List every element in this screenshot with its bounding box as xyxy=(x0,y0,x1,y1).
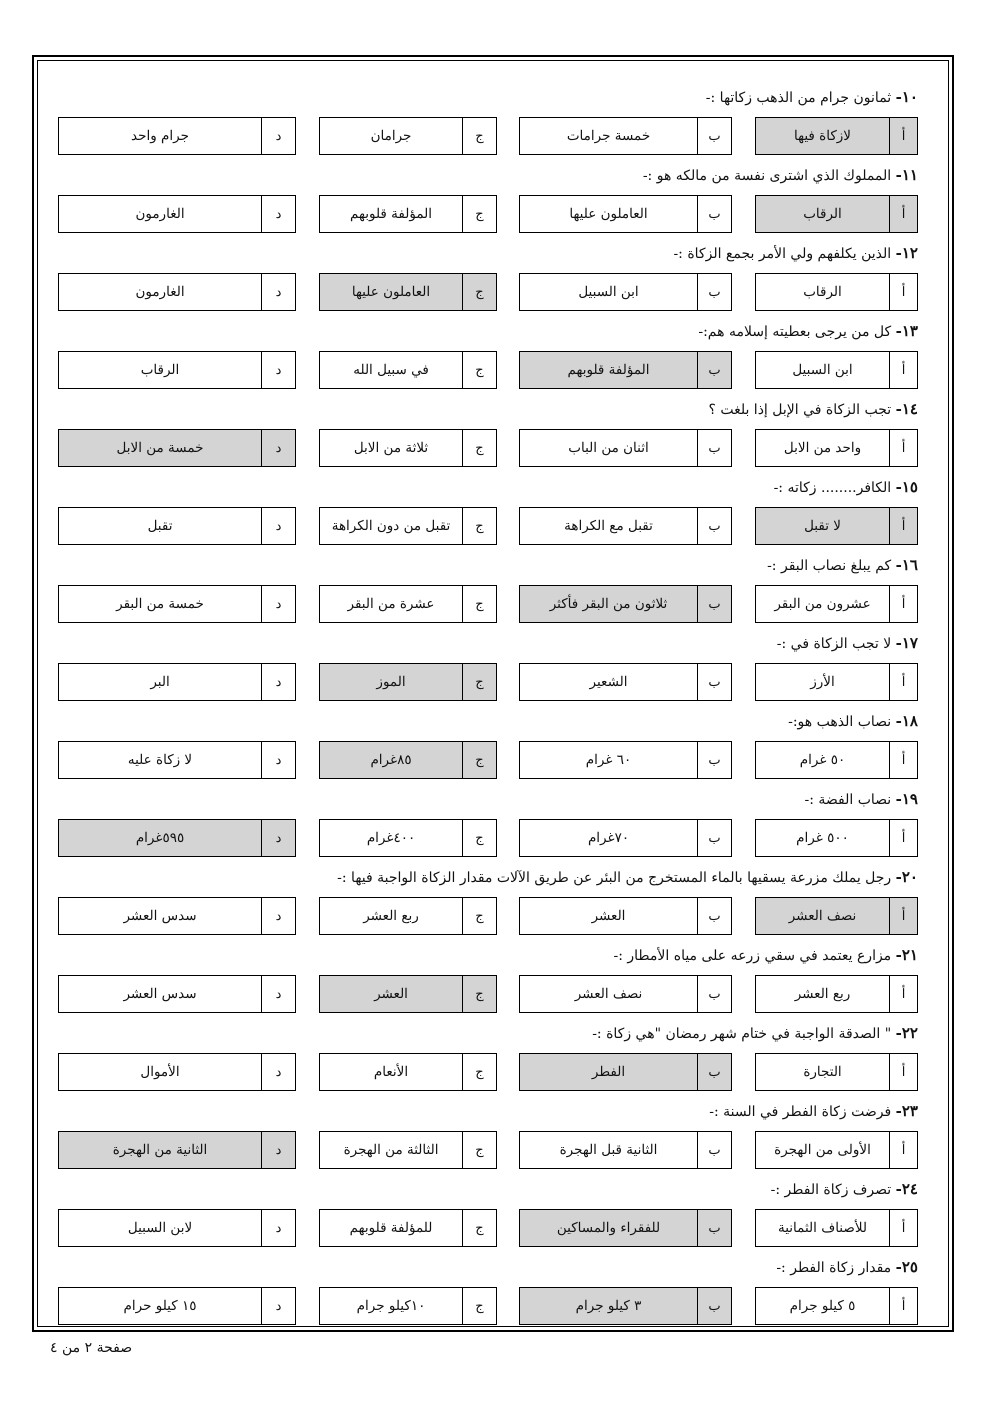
answer-option[interactable] xyxy=(519,1209,732,1247)
option-letter: ج xyxy=(463,507,497,545)
option-letter: ج xyxy=(463,819,497,857)
option-letter: ب xyxy=(698,1287,732,1325)
question-text: تجب الزكاة في الإبل إذا بلغت ؟ xyxy=(708,402,892,418)
answer-options xyxy=(58,1209,918,1247)
option-letter: ب xyxy=(698,663,732,701)
answer-option[interactable] xyxy=(58,585,296,623)
option-letter: د xyxy=(262,975,296,1013)
answer-option[interactable] xyxy=(58,507,296,545)
answer-options xyxy=(58,819,918,857)
answer-option[interactable] xyxy=(319,1209,497,1247)
option-letter: د xyxy=(262,1131,296,1169)
option-text: ٥ كيلو جرام xyxy=(755,1287,890,1325)
answer-option[interactable] xyxy=(319,1131,497,1169)
option-text: التجارة xyxy=(755,1053,890,1091)
question-number: ١٢- xyxy=(895,244,918,262)
question-line xyxy=(643,163,918,187)
option-letter: ب xyxy=(698,585,732,623)
answer-option[interactable] xyxy=(519,195,732,233)
option-letter: ج xyxy=(463,351,497,389)
option-letter: أ xyxy=(890,195,918,233)
answer-option[interactable] xyxy=(519,1053,732,1091)
answer-option[interactable] xyxy=(519,429,732,467)
option-text: لازكاة فيها xyxy=(755,117,890,155)
option-letter: ب xyxy=(698,195,732,233)
option-text: ٣ كيلو جرام xyxy=(519,1287,698,1325)
question-block xyxy=(58,865,918,943)
question-number: ٢٣- xyxy=(895,1102,918,1120)
option-text: خمسة من البقر xyxy=(58,585,262,623)
option-letter: أ xyxy=(890,1131,918,1169)
question-text: لا تجب الزكاة في :- xyxy=(776,636,892,652)
question-number: ١٠- xyxy=(895,88,918,106)
option-letter: أ xyxy=(890,273,918,311)
question-line xyxy=(767,553,918,577)
option-text: نصف العشر xyxy=(519,975,698,1013)
option-text: عشرون من البقر xyxy=(755,585,890,623)
option-text: للمؤلفة قلوبهم xyxy=(319,1209,463,1247)
option-letter: أ xyxy=(890,897,918,935)
option-letter: أ xyxy=(890,351,918,389)
question-block xyxy=(58,1255,918,1333)
option-letter: د xyxy=(262,1287,296,1325)
question-number: ٢١- xyxy=(895,946,918,964)
answer-option[interactable] xyxy=(755,1131,918,1169)
answer-option[interactable] xyxy=(519,819,732,857)
answer-option[interactable] xyxy=(755,429,918,467)
option-text: الموز xyxy=(319,663,463,701)
option-text: ٥٩٥غرام xyxy=(58,819,262,857)
answer-option[interactable] xyxy=(58,663,296,701)
question-block xyxy=(58,631,918,709)
option-letter: د xyxy=(262,429,296,467)
option-letter: ج xyxy=(463,1053,497,1091)
question-line xyxy=(771,1177,918,1201)
answer-option[interactable] xyxy=(755,585,918,623)
question-block xyxy=(58,1099,918,1177)
option-letter: د xyxy=(262,1209,296,1247)
option-text: ٥٠٠ غرام xyxy=(755,819,890,857)
option-letter: د xyxy=(262,819,296,857)
option-text: واحد من الابل xyxy=(755,429,890,467)
option-letter: د xyxy=(262,741,296,779)
question-number: ٢٢- xyxy=(895,1024,918,1042)
answer-option[interactable] xyxy=(519,741,732,779)
option-letter: ج xyxy=(463,195,497,233)
answer-option[interactable] xyxy=(519,117,732,155)
question-text: " الصدقة الواجبة في ختام شهر رمضان "هي زكاة :- xyxy=(592,1026,892,1042)
option-letter: ج xyxy=(463,585,497,623)
answer-option[interactable] xyxy=(755,975,918,1013)
option-text: الشعير xyxy=(519,663,698,701)
question-block xyxy=(58,1021,918,1099)
question-number: ١٧- xyxy=(895,634,918,652)
option-text: العشر xyxy=(519,897,698,935)
option-text: الرقاب xyxy=(755,273,890,311)
answer-option[interactable] xyxy=(319,1053,497,1091)
question-text: الكافر........ زكاته :- xyxy=(773,480,892,496)
question-number: ١٨- xyxy=(895,712,918,730)
question-block xyxy=(58,85,918,163)
option-text: لا تقبل xyxy=(755,507,890,545)
answer-options xyxy=(58,351,918,389)
question-text: كم يبلغ نصاب البقر :- xyxy=(767,558,892,574)
question-text: فرضت زكاة الفطر في السنة :- xyxy=(709,1104,892,1120)
answer-option[interactable] xyxy=(319,741,497,779)
question-text: تصرف زكاة الفطر :- xyxy=(770,1182,892,1198)
answer-option[interactable] xyxy=(755,741,918,779)
answer-option[interactable] xyxy=(519,663,732,701)
answer-option[interactable] xyxy=(519,975,732,1013)
option-letter: د xyxy=(262,1053,296,1091)
answer-option[interactable] xyxy=(519,585,732,623)
question-line xyxy=(804,787,918,811)
answer-option[interactable] xyxy=(58,975,296,1013)
option-letter: د xyxy=(262,195,296,233)
option-text: ٧٠غرام xyxy=(519,819,698,857)
option-text: المؤلفة قلوبهم xyxy=(319,195,463,233)
option-text: اثنان من الباب xyxy=(519,429,698,467)
option-letter: ج xyxy=(463,897,497,935)
answer-option[interactable] xyxy=(319,273,497,311)
question-line xyxy=(337,865,918,889)
question-line xyxy=(777,631,918,655)
option-text: للفقراء والمساكين xyxy=(519,1209,698,1247)
answer-option[interactable] xyxy=(755,819,918,857)
answer-option[interactable] xyxy=(58,351,296,389)
answer-option[interactable] xyxy=(519,1287,732,1325)
option-text: للأصناف الثمانية xyxy=(755,1209,890,1247)
answer-options xyxy=(58,273,918,311)
question-number: ١٣- xyxy=(895,322,918,340)
question-block xyxy=(58,397,918,475)
answer-option[interactable] xyxy=(319,897,497,935)
question-block xyxy=(58,553,918,631)
option-letter: ب xyxy=(698,1209,732,1247)
question-text: مزارع يعتمد في سقي زرعه على مياه الأمطار :- xyxy=(613,948,892,964)
option-text: الأنعام xyxy=(319,1053,463,1091)
option-text: لا زكاة عليه xyxy=(58,741,262,779)
question-text: ثمانون جرام من الذهب زكاتها :- xyxy=(705,90,892,106)
option-text: العاملون عليها xyxy=(319,273,463,311)
option-text: ربع العشر xyxy=(319,897,463,935)
option-letter: د xyxy=(262,897,296,935)
option-text: ربع العشر xyxy=(755,975,890,1013)
question-text: رجل يملك مزرعة يسقيها بالماء المستخرج من البئر عن طريق الآلات مقدار الزكاة الواجبة فيها :- xyxy=(337,870,892,886)
option-letter: ب xyxy=(698,507,732,545)
option-letter: د xyxy=(262,117,296,155)
option-letter: د xyxy=(262,663,296,701)
question-line xyxy=(673,241,918,265)
answer-option[interactable] xyxy=(319,351,497,389)
option-text: ٦٠ غرام xyxy=(519,741,698,779)
option-text: في سبيل الله xyxy=(319,351,463,389)
answer-option[interactable] xyxy=(58,741,296,779)
answer-option[interactable] xyxy=(755,1287,918,1325)
option-text: ٤٠٠غرام xyxy=(319,819,463,857)
option-letter: أ xyxy=(890,1053,918,1091)
answer-option[interactable] xyxy=(755,507,918,545)
option-letter: أ xyxy=(890,1209,918,1247)
answer-options xyxy=(58,117,918,155)
option-letter: ب xyxy=(698,819,732,857)
option-text: الثانية قبل الهجرة xyxy=(519,1131,698,1169)
answer-options xyxy=(58,195,918,233)
answer-option[interactable] xyxy=(319,975,497,1013)
answer-options xyxy=(58,663,918,701)
question-line xyxy=(592,1021,918,1045)
question-line xyxy=(708,397,918,421)
option-letter: ج xyxy=(463,429,497,467)
answer-options xyxy=(58,429,918,467)
question-text: المملوك الذي اشترى نفسة من مالكه هو :- xyxy=(642,168,892,184)
option-letter: أ xyxy=(890,975,918,1013)
answer-option[interactable] xyxy=(58,1287,296,1325)
option-letter: أ xyxy=(890,429,918,467)
question-line xyxy=(774,475,918,499)
option-letter: ج xyxy=(463,975,497,1013)
answer-options xyxy=(58,1287,918,1325)
option-letter: د xyxy=(262,351,296,389)
option-text: نصف العشر xyxy=(755,897,890,935)
answer-option[interactable] xyxy=(58,819,296,857)
answer-option[interactable] xyxy=(319,1287,497,1325)
question-line xyxy=(698,319,918,343)
option-text: ثلاثة من الابل xyxy=(319,429,463,467)
option-letter: أ xyxy=(890,663,918,701)
option-letter: ج xyxy=(463,273,497,311)
answer-option[interactable] xyxy=(755,351,918,389)
option-letter: ج xyxy=(463,1209,497,1247)
answer-option[interactable] xyxy=(58,195,296,233)
option-letter: د xyxy=(262,585,296,623)
option-letter: د xyxy=(262,507,296,545)
answer-options xyxy=(58,897,918,935)
option-text: المؤلفة قلوبهم xyxy=(519,351,698,389)
answer-option[interactable] xyxy=(58,429,296,467)
answer-option[interactable] xyxy=(755,117,918,155)
option-text: البر xyxy=(58,663,262,701)
question-text: الذين يكلفهم ولي الأمر بجمع الزكاة :- xyxy=(673,246,892,262)
question-number: ١١- xyxy=(895,166,918,184)
option-letter: أ xyxy=(890,741,918,779)
answer-option[interactable] xyxy=(755,1209,918,1247)
option-letter: ب xyxy=(698,351,732,389)
question-text: كل من يرجى بعطيته إسلامه هم:- xyxy=(698,324,892,340)
option-text: الغارمون xyxy=(58,273,262,311)
answer-option[interactable] xyxy=(58,1131,296,1169)
question-block xyxy=(58,241,918,319)
option-letter: ب xyxy=(698,741,732,779)
question-line xyxy=(709,1099,918,1123)
option-text: الأموال xyxy=(58,1053,262,1091)
option-text: ١٠كيلو جرام xyxy=(319,1287,463,1325)
answer-option[interactable] xyxy=(319,507,497,545)
answer-option[interactable] xyxy=(519,897,732,935)
option-letter: ب xyxy=(698,1131,732,1169)
question-list xyxy=(58,85,918,1333)
option-letter: أ xyxy=(890,117,918,155)
answer-option[interactable] xyxy=(58,897,296,935)
option-letter: ب xyxy=(698,897,732,935)
answer-options xyxy=(58,975,918,1013)
option-text: الرقاب xyxy=(58,351,262,389)
option-letter: أ xyxy=(890,1287,918,1325)
question-block xyxy=(58,475,918,553)
answer-option[interactable] xyxy=(519,1131,732,1169)
answer-option[interactable] xyxy=(319,663,497,701)
question-line xyxy=(776,1255,918,1279)
answer-options xyxy=(58,1053,918,1091)
option-letter: أ xyxy=(890,585,918,623)
question-text: مقدار زكاة الفطر :- xyxy=(776,1260,892,1276)
answer-option[interactable] xyxy=(319,117,497,155)
option-text: ثلاثون من البقر فأكثر xyxy=(519,585,698,623)
option-letter: ب xyxy=(698,117,732,155)
answer-option[interactable] xyxy=(519,507,732,545)
question-number: ١٥- xyxy=(895,478,918,496)
option-text: الأرز xyxy=(755,663,890,701)
option-text: ٨٥غرام xyxy=(319,741,463,779)
option-letter: ج xyxy=(463,1131,497,1169)
option-letter: ب xyxy=(698,1053,732,1091)
question-block xyxy=(58,787,918,865)
option-text: سدس العشر xyxy=(58,897,262,935)
question-text: نصاب الذهب هو:- xyxy=(788,714,892,730)
option-letter: د xyxy=(262,273,296,311)
option-letter: أ xyxy=(890,507,918,545)
option-letter: ج xyxy=(463,117,497,155)
question-number: ٢٠- xyxy=(895,868,918,886)
option-text: تقبل xyxy=(58,507,262,545)
answer-option[interactable] xyxy=(58,117,296,155)
question-number: ١٩- xyxy=(895,790,918,808)
option-letter: أ xyxy=(890,819,918,857)
option-text: عشرة من البقر xyxy=(319,585,463,623)
question-block xyxy=(58,163,918,241)
answer-option[interactable] xyxy=(755,195,918,233)
answer-option[interactable] xyxy=(519,273,732,311)
question-line xyxy=(614,943,919,967)
option-text: تقبل من دون الكراهة xyxy=(319,507,463,545)
option-text: ابن السبيل xyxy=(519,273,698,311)
question-text: نصاب الفضة :- xyxy=(804,792,892,808)
option-letter: ب xyxy=(698,429,732,467)
question-number: ٢٤- xyxy=(895,1180,918,1198)
option-text: الثالثة من الهجرة xyxy=(319,1131,463,1169)
question-block xyxy=(58,1177,918,1255)
question-block xyxy=(58,319,918,397)
answer-option[interactable] xyxy=(58,1053,296,1091)
answer-option[interactable] xyxy=(519,351,732,389)
option-letter: ب xyxy=(698,273,732,311)
option-letter: ج xyxy=(463,663,497,701)
question-line xyxy=(706,85,918,109)
answer-option[interactable] xyxy=(755,273,918,311)
answer-option[interactable] xyxy=(755,897,918,935)
question-number: ١٤- xyxy=(895,400,918,418)
option-letter: ب xyxy=(698,975,732,1013)
question-number: ٢٥- xyxy=(895,1258,918,1276)
page-number: صفحة ٢ من ٤ xyxy=(50,1340,133,1356)
answer-option[interactable] xyxy=(755,663,918,701)
option-text: لابن السبيل xyxy=(58,1209,262,1247)
option-text: ٥٠ غرام xyxy=(755,741,890,779)
option-text: العشر xyxy=(319,975,463,1013)
answer-option[interactable] xyxy=(319,585,497,623)
option-text: الأولى من الهجرة xyxy=(755,1131,890,1169)
option-text: الثانية من الهجرة xyxy=(58,1131,262,1169)
answer-options xyxy=(58,741,918,779)
answer-options xyxy=(58,507,918,545)
question-block xyxy=(58,943,918,1021)
option-text: ١٥ كيلو حرام xyxy=(58,1287,262,1325)
answer-options xyxy=(58,1131,918,1169)
option-text: الرقاب xyxy=(755,195,890,233)
answer-option[interactable] xyxy=(319,429,497,467)
option-text: خمسة من الابل xyxy=(58,429,262,467)
answer-option[interactable] xyxy=(319,195,497,233)
question-block xyxy=(58,709,918,787)
option-text: تقبل مع الكراهة xyxy=(519,507,698,545)
question-number: ١٦- xyxy=(895,556,918,574)
question-line xyxy=(788,709,918,733)
option-text: جرام واحد xyxy=(58,117,262,155)
answer-option[interactable] xyxy=(755,1053,918,1091)
option-letter: ج xyxy=(463,1287,497,1325)
answer-option[interactable] xyxy=(319,819,497,857)
option-letter: ج xyxy=(463,741,497,779)
option-text: خمسة جرامات xyxy=(519,117,698,155)
option-text: الغارمون xyxy=(58,195,262,233)
option-text: جرامان xyxy=(319,117,463,155)
option-text: سدس العشر xyxy=(58,975,262,1013)
option-text: العاملون عليها xyxy=(519,195,698,233)
answer-option[interactable] xyxy=(58,1209,296,1247)
answer-option[interactable] xyxy=(58,273,296,311)
answer-options xyxy=(58,585,918,623)
option-text: ابن السبيل xyxy=(755,351,890,389)
option-text: الفطر xyxy=(519,1053,698,1091)
